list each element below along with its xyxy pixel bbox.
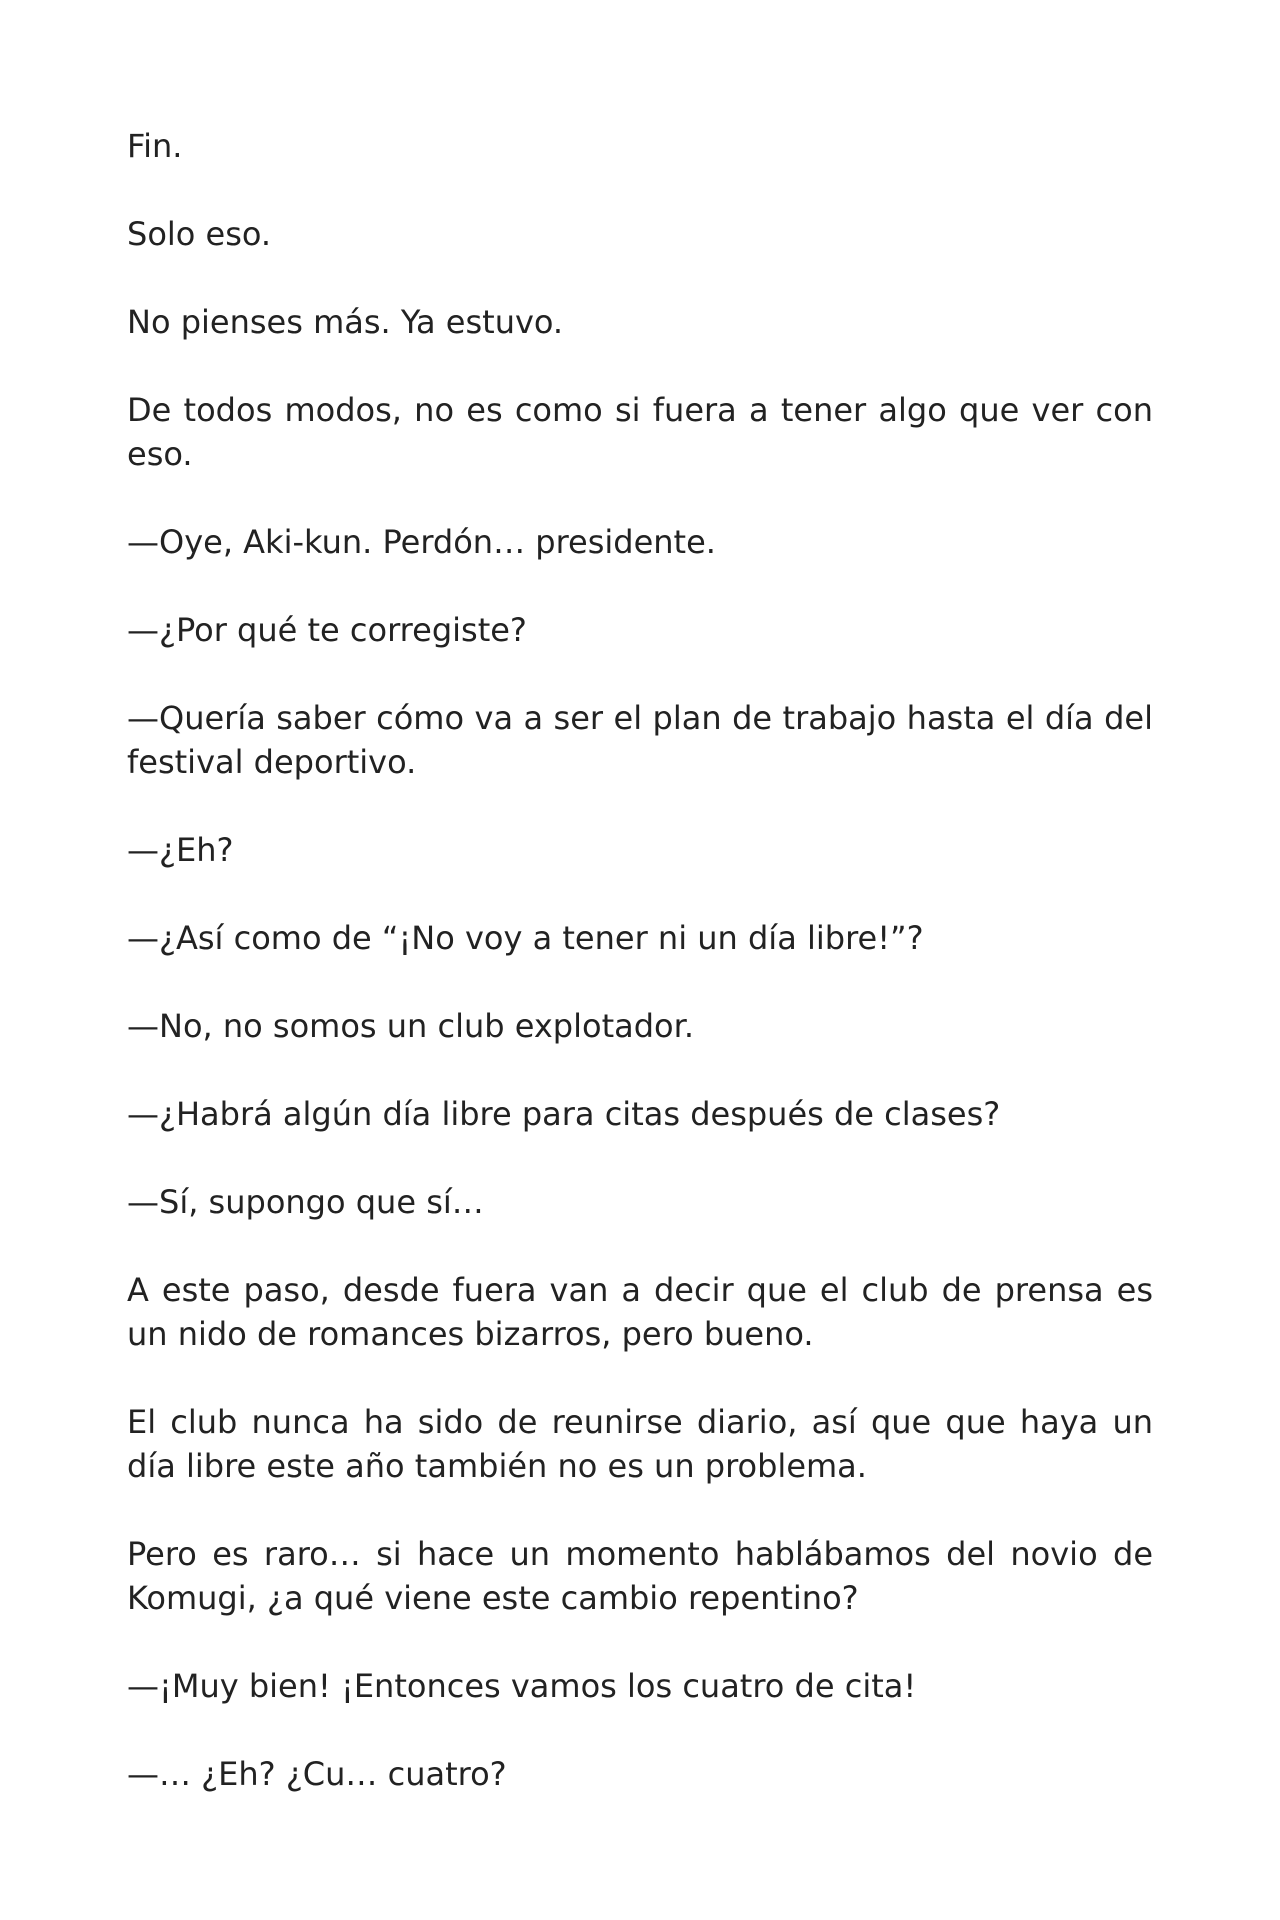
paragraph: —… ¿Eh? ¿Cu… cuatro? [127,1755,507,1793]
paragraph: Solo eso. [127,215,272,253]
paragraph: —¿Eh? [127,831,234,869]
paragraph: —Quería saber cómo va a ser el plan de trabajo hasta el día del festival deportivo. [127,699,1153,781]
paragraph: —¡Muy bien! ¡Entonces vamos los cuatro de cita! [127,1667,917,1705]
paragraph: —No, no somos un club explotador. [127,1007,694,1045]
paragraph: —¿Habrá algún día libre para citas después de clases? [127,1095,1001,1133]
paragraph: —Oye, Aki-kun. Perdón… presidente. [127,523,716,561]
paragraph: Fin. [127,127,183,165]
paragraph: Pero es raro… si hace un momento hablábamos del novio de Komugi, ¿a qué viene este cambio repentino? [127,1535,1153,1617]
paragraph: —¿Así como de “¡No voy a tener ni un día libre!”? [127,919,924,957]
paragraph: El club nunca ha sido de reunirse diario, así que que haya un día libre este año también no es un problema. [127,1403,1153,1485]
paragraph: A este paso, desde fuera van a decir que el club de prensa es un nido de romances bizarros, pero bueno. [127,1271,1153,1353]
paragraph: —Sí, supongo que sí… [127,1183,484,1221]
paragraph: No pienses más. Ya estuvo. [127,303,564,341]
paragraph: De todos modos, no es como si fuera a tener algo que ver con eso. [127,391,1153,473]
paragraph: —¿Por qué te corregiste? [127,611,527,649]
